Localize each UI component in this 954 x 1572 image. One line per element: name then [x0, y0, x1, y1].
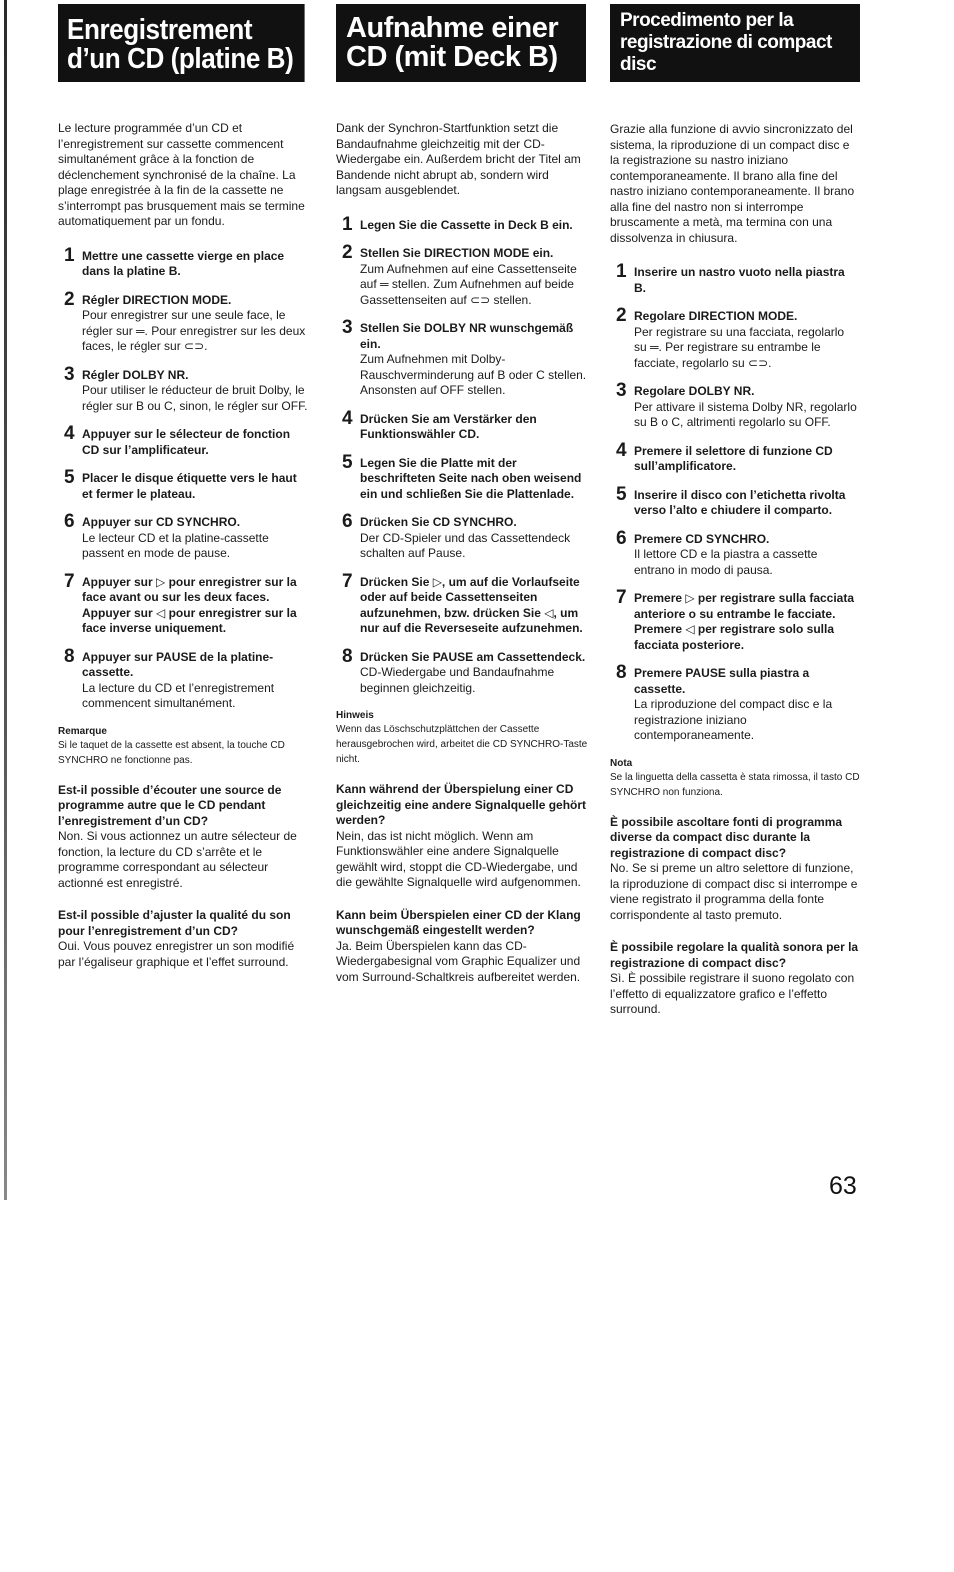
step-number: 7 [342, 570, 353, 592]
step [336, 213, 588, 235]
step-instruction: Regolare DOLBY NR. [634, 384, 755, 398]
step-detail: Der CD-Spieler und das Cassettendeck schalten auf Pause. [360, 530, 571, 560]
step-number: 2 [64, 288, 75, 310]
step-number: 3 [342, 317, 353, 338]
step-detail: La riproduzione del compact disc e la registrazione iniziano contemporaneamente. [634, 697, 833, 742]
step-number: 8 [342, 645, 353, 667]
note-title: Nota [610, 757, 633, 769]
faq-item [336, 908, 588, 986]
step-detail: Zum Aufnehmen auf eine Cassettenseite auf ═ stellen. Zum Aufnehmen auf beide Gassettenseiten auf ⊂⊃ stellen. [360, 261, 577, 307]
faq-answer: Nein, das ist nicht möglich. Wenn am Funktionswähler eine andere Signalquelle gewählt wird, stoppt die CD-Wiedergabe, und die gewählte Signalquelle wird aufgenommen. [336, 828, 581, 889]
step [58, 645, 308, 712]
faq-question: Kann beim Überspielen einer CD der Klang wunschgemäß eingestellt werden? [336, 907, 581, 937]
step-detail: Pour utiliser le réducteur de bruit Dolby, le régler sur B ou C, sinon, le régler sur OFF. [82, 383, 308, 413]
step-number: 6 [64, 511, 75, 532]
step-number: 1 [342, 213, 353, 235]
column-content [336, 121, 588, 1002]
step [610, 439, 860, 475]
step-detail: Zum Aufnehmen mit Dolby-Rauschverminderung auf B oder C stellen. Ansonsten auf OFF stellen. [360, 352, 587, 397]
step-instruction: Premere il selettore di funzione CD sull’amplificatore. [634, 443, 833, 473]
step-number: 8 [616, 662, 627, 683]
note-title: Hinweis [336, 710, 374, 721]
faq-item [610, 940, 860, 1018]
step-instruction: Mettre une cassette vierge en place dans la platine B. [82, 248, 285, 278]
step-detail: Le lecteur CD et la platine-cassette passent en mode de pause. [82, 530, 269, 560]
step [610, 662, 860, 744]
step [610, 380, 860, 431]
step-instruction: Drücken Sie am Verstärker den Funktionswähler CD. [360, 411, 537, 441]
faq-item [58, 908, 308, 970]
section-title: Aufnahme einer CD (mit Deck B) [336, 4, 586, 82]
step-number: 2 [342, 242, 353, 263]
step [610, 483, 860, 519]
step-number: 1 [616, 261, 627, 282]
step-number: 6 [342, 511, 353, 532]
step [336, 570, 588, 637]
step-instruction: Inserire un nastro vuoto nella piastra B. [634, 265, 845, 295]
step-number: 4 [616, 439, 627, 461]
step-instruction: Appuyer sur CD SYNCHRO. [82, 515, 241, 529]
step-instruction: Premere CD SYNCHRO. [634, 531, 770, 546]
step-detail: Per attivare il sistema Dolby NR, regolarlo su B o C, altrimenti regolarlo su OFF. [634, 399, 857, 429]
step-number: 8 [64, 645, 75, 667]
step-instruction: Drücken Sie CD SYNCHRO. [360, 515, 517, 529]
step [58, 423, 308, 458]
note-text: Se la linguetta della cassetta è stata rimossa, il tasto CD SYNCHRO non funziona. [610, 771, 860, 798]
intro-paragraph: Dank der Synchron-Startfunktion setzt die Bandaufnahme gleichzeitig mit der CD-Wiedergabe ein. Außerdem bricht der Titel am Bandende nicht abrupt ab, sondern wird langsam ausgeblendet. [336, 121, 581, 197]
step [58, 511, 308, 562]
step-number: 3 [616, 380, 627, 401]
section-title: Enregistrement d’un CD (platine B) [58, 4, 305, 82]
faq-question: Est-il possible d’écouter une source de programme autre que le CD pendant l’enregistrement d’un CD? [58, 782, 282, 828]
step-detail: CD-Wiedergabe und Bandaufnahme beginnen gleichzeitig. [360, 665, 555, 695]
step-instruction: Drücken Sie ▷, um auf die Vorlaufseite oder auf beide Cassettenseiten aufzunehmen, bzw. drücken Sie ◁, um nur auf die Reverseseite aufzunehmen. [360, 574, 583, 635]
step-number: 6 [616, 527, 627, 549]
step [336, 511, 588, 562]
step-number: 1 [64, 244, 75, 266]
intro-paragraph: Le lecture programmée d’un CD et l’enregistrement sur cassette commencent simultanément grâce à la fonction de déclenchement synchronisé de la chaîne. La plage enregistrée à la fin de la cassette ne s’interrompt pas brusquement mais se termine automatiquement par un fondu. [58, 121, 305, 228]
step-number: 3 [64, 363, 75, 385]
faq-question: Est-il possible d’ajuster la qualité du son pour l’enregistrement d’un CD? [58, 908, 291, 938]
note-text: Si le taquet de la cassette est absent, la touche CD SYNCHRO ne fonctionne pas. [58, 739, 285, 766]
step-instruction: Legen Sie die Cassette in Deck B ein. [360, 217, 573, 232]
faq-answer: Sì. È possibile registrare il suono regolato con l’effetto di equalizzatore grafico e l’effetto surround. [610, 971, 855, 1016]
page-number: 63 [829, 1172, 857, 1200]
step [336, 407, 588, 443]
step-instruction: Premere ▷ per registrare sulla facciata anteriore o su entrambe le facciate. Premere ◁ per registrare solo sulla facciata posteriore. [634, 591, 855, 652]
step [610, 305, 860, 371]
step [336, 317, 588, 399]
step [58, 363, 308, 415]
step [58, 244, 308, 280]
intro-paragraph: Grazie alla funzione di avvio sincronizzato del sistema, la riproduzione di un compact disc e la registrazione su nastro iniziano contemporaneamente. Il brano alla fine del nastro iniziano contemporaneamente. Il brano alla fine del nastro non si interrompe bruscamente a metà, ma termina con una dissolvenza in chiusura. [610, 122, 855, 245]
step-detail: Pour enregistrer sur une seule face, le régler sur ═. Pour enregistrer sur les deux faces, le régler sur ⊂⊃. [82, 308, 306, 353]
binding-edge [4, 0, 7, 1200]
step-instruction: Inserire il disco con l’etichetta rivolta verso l’alto e chiudere il comparto. [634, 487, 846, 517]
faq-answer: Ja. Beim Überspielen kann das CD-Wiedergabesignal vom Graphic Equalizer und vom Surround-Schaltkreis aufbereitet werden. [336, 938, 581, 984]
faq-answer: No. Se si preme un altro selettore di funzione, la riproduzione di compact disc si interrompe e viene registrato il programma della fonte corrispondente al tasto premuto. [610, 861, 858, 922]
step-detail: Per registrare su una facciata, regolarlo su ═. Per registrare su entrambe le facciate, regolarlo su ⊂⊃. [634, 324, 845, 370]
step-instruction: Placer le disque étiquette vers le haut et fermer le plateau. [82, 471, 297, 501]
faq-answer: Oui. Vous pouvez enregistrer un son modifié par l’égaliseur graphique et l’effet surround. [58, 939, 295, 969]
faq-item [58, 783, 308, 892]
column-content [58, 121, 308, 987]
step-instruction: Drücken Sie PAUSE am Cassettendeck. [360, 649, 586, 664]
step [58, 467, 308, 502]
step-number: 5 [342, 451, 353, 473]
faq-question: È possibile ascoltare fonti di programma diverse da compact disc durante la registrazione di compact disc? [610, 814, 843, 860]
column-content [610, 122, 860, 1035]
step [610, 527, 860, 579]
note-text: Wenn das Löschschutzplättchen der Cassette herausgebrochen wird, arbeitet die CD SYNCHRO-Taste nicht. [336, 724, 588, 765]
step-instruction: Stellen Sie DOLBY NR wunschgemäß ein. [360, 321, 574, 351]
note-title: Remarque [58, 725, 107, 737]
step-instruction: Régler DOLBY NR. [82, 367, 189, 382]
step-instruction: Régler DIRECTION MODE. [82, 292, 232, 307]
step-number: 4 [342, 407, 353, 429]
faq-question: Kann während der Überspielung einer CD gleichzeitig eine andere Signalquelle gehört werden? [336, 782, 587, 827]
step-instruction: Legen Sie die Platte mit der beschrifteten Seite nach oben weisend ein und schließen Sie die Plattenlade. [360, 455, 582, 501]
section-title: Procedimento per la registrazione di compact disc [610, 4, 860, 82]
faq-answer: Non. Si vous actionnez un autre sélecteur de fonction, la lecture du CD s’arrête et le programme correspondant au sélecteur actionné est enregistré. [58, 829, 297, 890]
step-number: 5 [616, 483, 627, 505]
step-instruction: Regolare DIRECTION MODE. [634, 309, 798, 323]
step-number: 4 [64, 423, 75, 444]
step [58, 288, 308, 355]
step-instruction: Premere PAUSE sulla piastra a cassette. [634, 666, 810, 696]
step-number: 5 [64, 467, 75, 488]
faq-item [610, 815, 860, 924]
step-instruction: Appuyer sur le sélecteur de fonction CD sur l’amplificateur. [82, 427, 291, 457]
step [336, 645, 588, 697]
step-number: 2 [616, 305, 627, 326]
step-instruction: Appuyer sur ▷ pour enregistrer sur la face avant ou sur les deux faces. Appuyer sur ◁ pour enregistrer sur la face inverse uniquement. [82, 574, 297, 635]
step [610, 587, 860, 653]
step-number: 7 [616, 587, 627, 608]
step [336, 242, 588, 308]
step [58, 570, 308, 637]
faq-question: È possibile regolare la qualità sonora per la registrazione di compact disc? [610, 940, 859, 970]
step-detail: Il lettore CD e la piastra a cassette entrano in modo di pausa. [634, 547, 818, 577]
step [610, 261, 860, 296]
step-number: 7 [64, 570, 75, 592]
step-detail: La lecture du CD et l’enregistrement commencent simultanément. [82, 680, 275, 710]
step-instruction: Appuyer sur PAUSE de la platine-cassette. [82, 649, 274, 679]
faq-item [336, 782, 588, 891]
step-instruction: Stellen Sie DIRECTION MODE ein. [360, 246, 554, 260]
step [336, 451, 588, 503]
